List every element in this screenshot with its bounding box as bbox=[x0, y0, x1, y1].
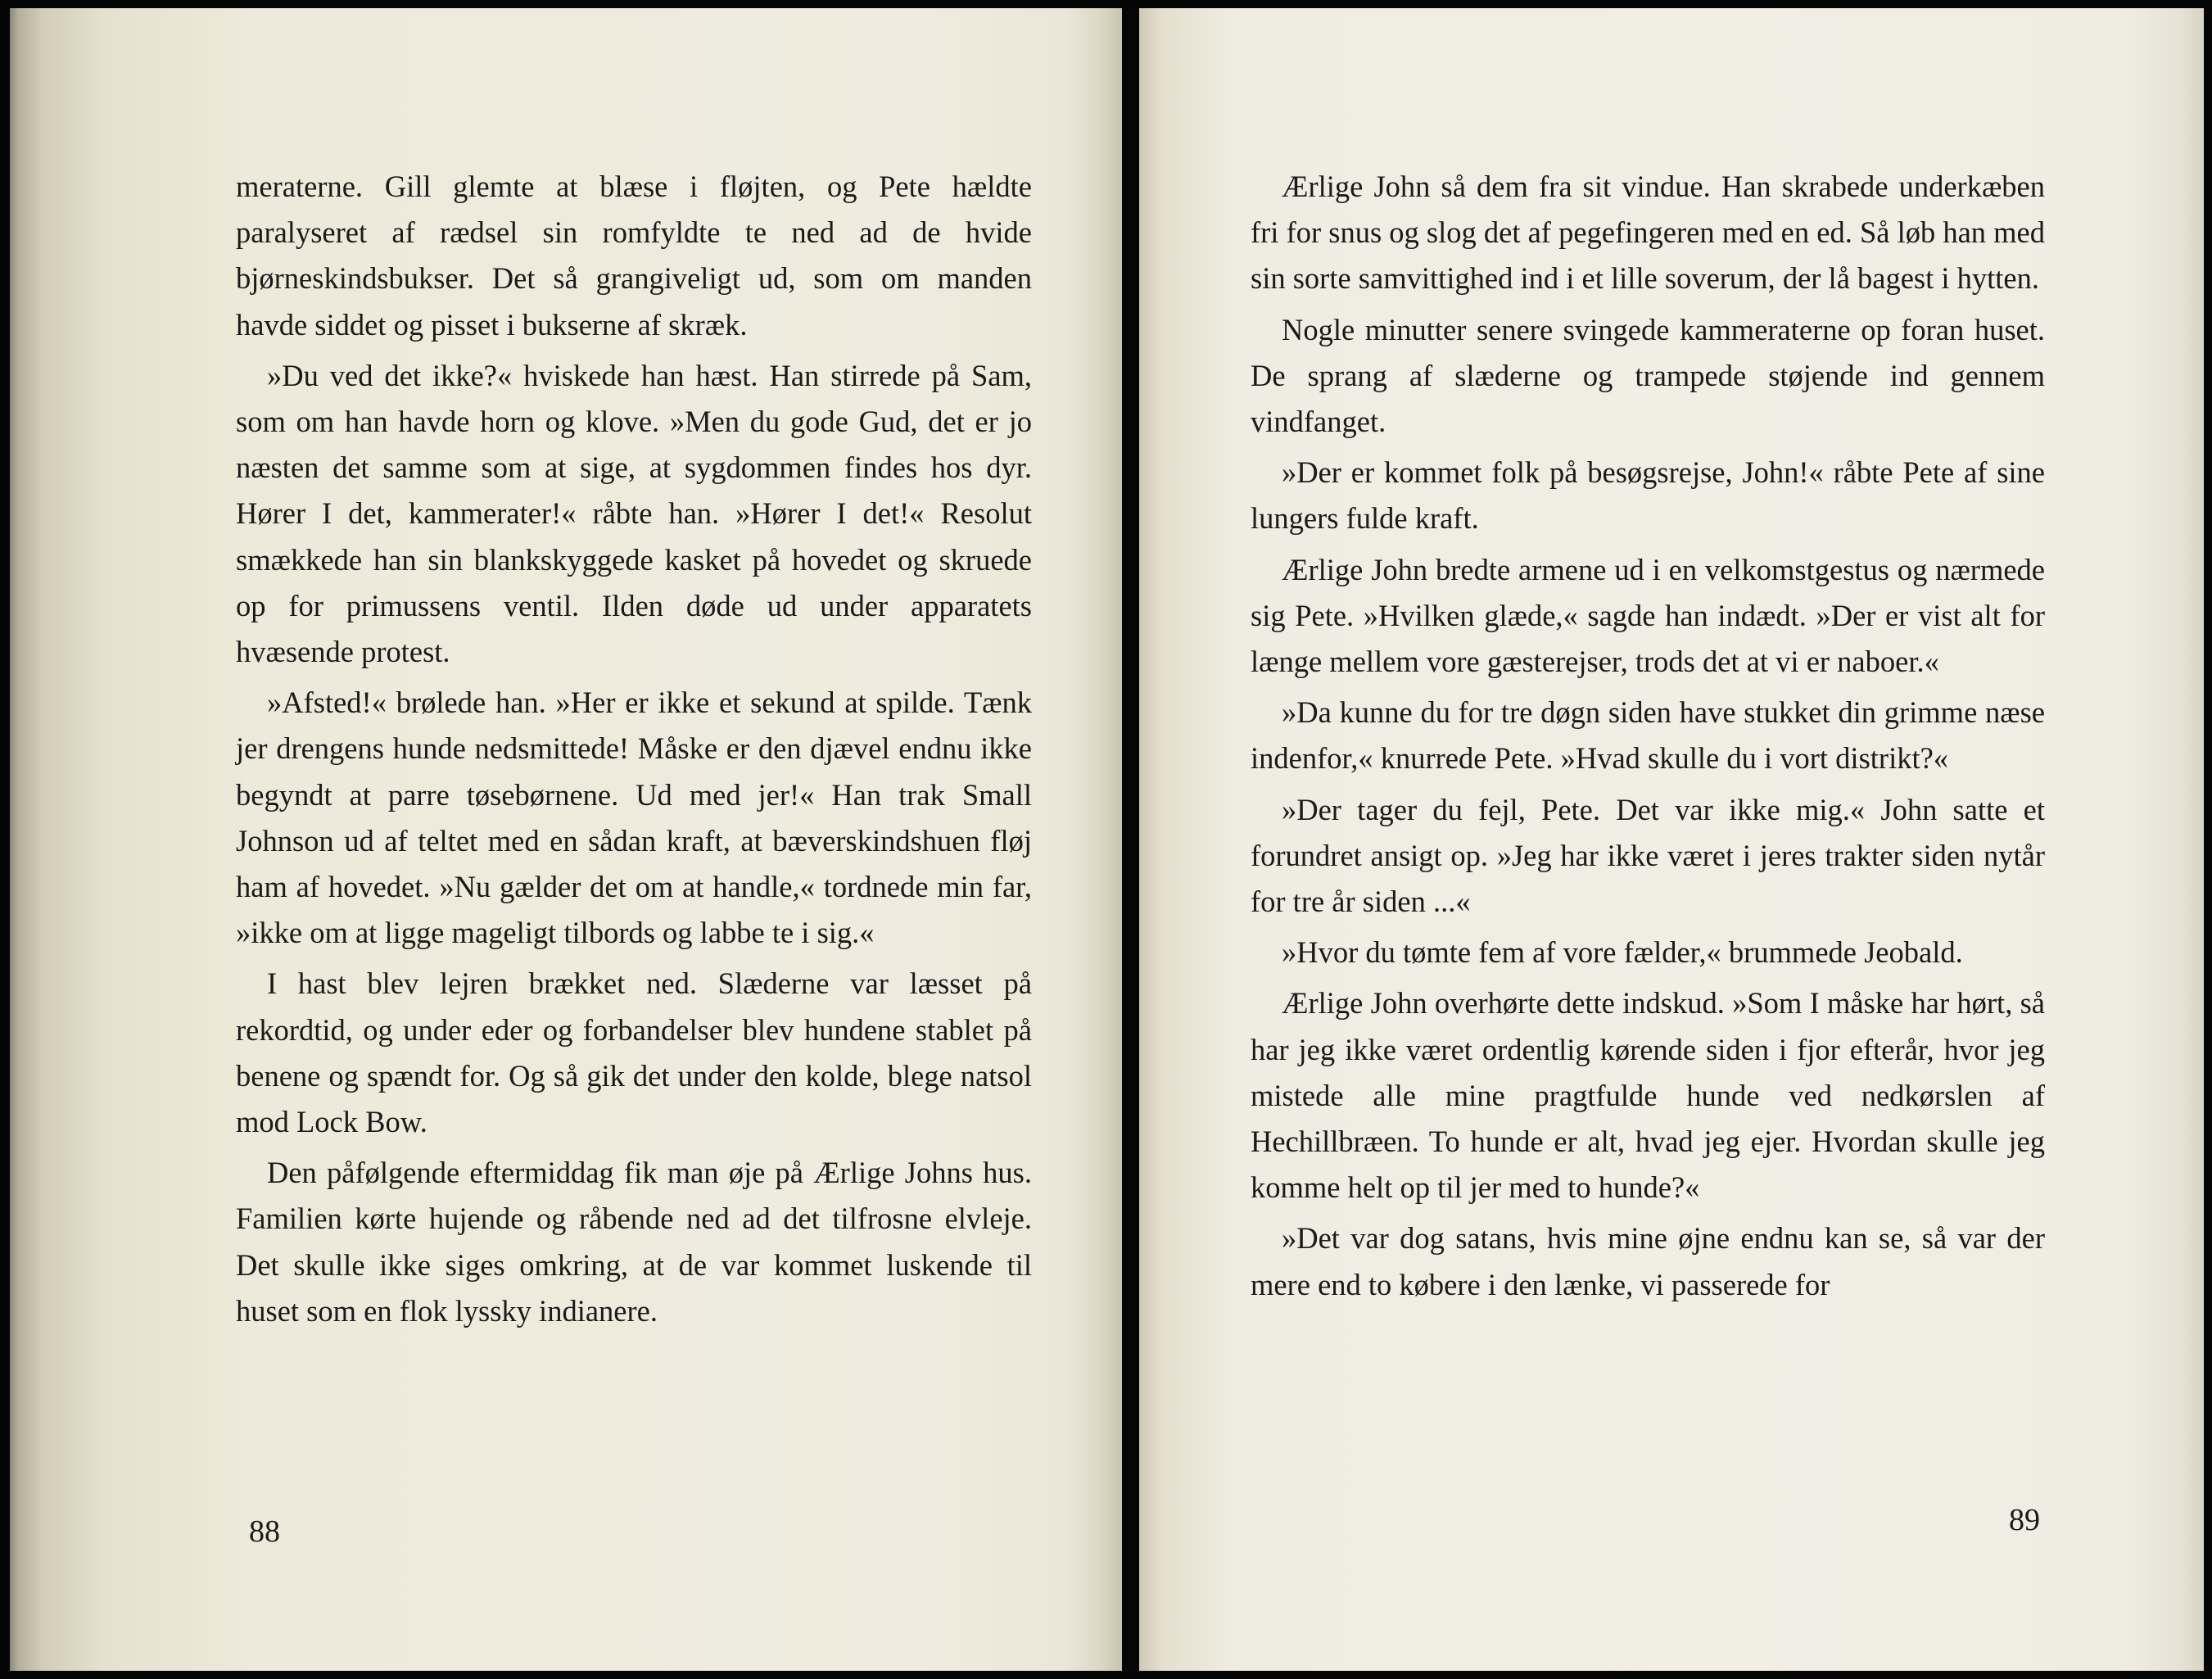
right-paragraph-2: Nogle minutter senere svingede kammeraterne op foran huset. De sprang af slæderne og trampede støjende ind gennem vindfanget. bbox=[1251, 312, 2045, 439]
right-paragraph-6: »Der tager du fejl, Pete. Det var ikke mig.« John satte et forundret ansigt op. »Jeg har ikke været i jeres trakter siden nytår for tre år siden ...« bbox=[1251, 792, 2045, 919]
left-paragraph-3: »Afsted!« brølede han. »Her er ikke et sekund at spilde. Tænk jer drengens hunde nedsmittede! Måske er den djævel endnu ikke begyndt at parre tøsebørnene. Ud med jer!« Han trak Small Johnson ud af teltet med en sådan kraft, at bæverskindshuen fløj ham af hovedet. »Nu gælder det om at handle,« tordnede min far, »ikke om at ligge mageligt tilbords og labbe te i sig.« bbox=[236, 686, 1032, 950]
right-page bbox=[1139, 8, 2204, 1671]
right-paragraph-8: Ærlige John overhørte dette indskud. »Som I måske har hørt, så har jeg ikke været ordentlig kørende siden i fjor efterår, hvor jeg mistede alle mine pragtfulde hunde ved nedkørslen af Hechillbræen. To hunde er alt, hvad jeg ejer. Hvordan skulle jeg komme helt op til jer med to hunde?« bbox=[1251, 986, 2045, 1205]
left-paragraph-2: »Du ved det ikke?« hviskede han hæst. Han stirrede på Sam, som om han havde horn og klove. »Men du gode Gud, det er jo næsten det samme som at sige, at sygdommen findes hos dyr. Hører I det, kammerater!« råbte han. »Hører I det!« Resolut smækkede han sin blankskyggede kasket på hovedet og skruede op for primussens ventil. Ilden døde ud under apparatets hvæsende protest. bbox=[236, 358, 1032, 669]
right-paragraph-9: »Det var dog satans, hvis mine øjne endnu kan se, så var der mere end to købere i den lænke, vi passerede for bbox=[1251, 1221, 2045, 1301]
left-paragraph-4: I hast blev lejren brækket ned. Slæderne var læsset på rekordtid, og under eder og forbandelser blev hundene stablet på benene og spændt for. Og så gik det under den kolde, blege natsol mod Lock Bow. bbox=[236, 966, 1032, 1139]
right-paragraph-1: Ærlige John så dem fra sit vindue. Han skrabede underkæben fri for snus og slog det af pegefingeren med en ed. Så løb han med sin sorte samvittighed ind i et lille soverum, der lå bagest i hytten. bbox=[1251, 170, 2046, 296]
left-page bbox=[10, 8, 1122, 1671]
left-paragraph-1: meraterne. Gill glemte at blæse i fløjten, og Pete hældte paralyseret af rædsel sin romfyldte te ned ad de hvide bjørneskindsbukser. Det så grangiveligt ud, som om manden havde siddet og pisset i bukserne af skræk. bbox=[236, 170, 1032, 342]
left-page-text bbox=[236, 164, 1032, 1339]
book-gutter bbox=[1122, 8, 1139, 1671]
right-page-number: 89 bbox=[2009, 1503, 2040, 1537]
right-paragraph-7: »Hvor du tømte fem af vore fælder,« brummede Jeobald. bbox=[1282, 935, 1963, 970]
left-paragraph-5: Den påfølgende eftermiddag fik man øje på Ærlige Johns hus. Familien kørte hujende og råbende ned ad det tilfrosne elvleje. Det skulle ikke siges omkring, at de var kommet luskende til huset som en flok lyssky indianere. bbox=[236, 1156, 1032, 1328]
left-page-number: 88 bbox=[249, 1514, 280, 1549]
right-paragraph-3: »Der er kommet folk på besøgsrejse, John!« råbte Pete af sine lungers fulde kraft. bbox=[1251, 455, 2045, 536]
right-paragraph-4: Ærlige John bredte armene ud i en velkomstgestus og nærmede sig Pete. »Hvilken glæde,« sagde han indædt. »Der er vist alt for længe mellem vore gæsterejser, trods det at vi er naboer.« bbox=[1251, 552, 2045, 679]
right-paragraph-5: »Da kunne du for tre døgn siden have stukket din grimme næse indenfor,« knurrede Pete. »Hvad skulle du i vort distrikt?« bbox=[1251, 695, 2045, 776]
right-page-text bbox=[1251, 164, 2045, 1313]
